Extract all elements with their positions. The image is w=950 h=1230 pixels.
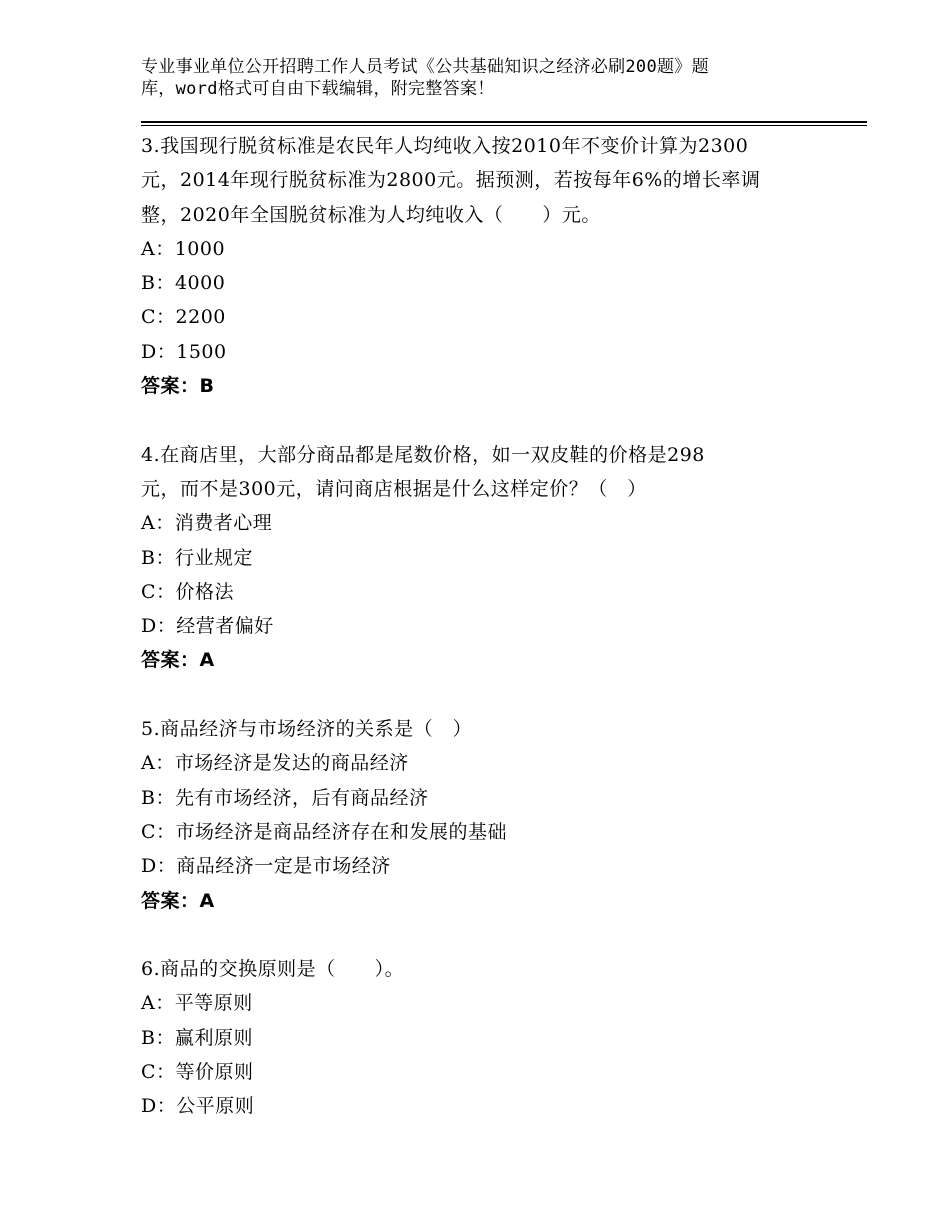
header-rule-thin (141, 125, 867, 126)
option-c: C：市场经济是商品经济存在和发展的基础 (141, 820, 508, 843)
question-stem-line: 4.在商店里，大部分商品都是尾数价格，如一双皮鞋的价格是298 (141, 443, 705, 466)
option-d: D：经营者偏好 (141, 615, 274, 638)
answer: 答案：B (141, 375, 215, 398)
spacer (141, 918, 831, 952)
option-a: A：平等原则 (141, 992, 253, 1015)
question-stem-line: 3.我国现行脱贫标准是农民年人均纯收入按2010年不变价计算为2300 (141, 135, 749, 157)
option-a: A：市场经济是发达的商品经济 (141, 752, 409, 775)
spacer (141, 403, 831, 437)
option-b: B：赢利原则 (141, 1026, 253, 1049)
question-stem-line: 6.商品的交换原则是（ ）。 (141, 958, 405, 981)
option-a: A：消费者心理 (141, 512, 273, 535)
option-d: D：公平原则 (141, 1095, 255, 1118)
question-stem-line: 整，2020年全国脱贫标准为人均纯收入（ ）元。 (141, 203, 601, 226)
question-5 (141, 712, 831, 918)
document-header (141, 56, 781, 100)
answer: 答案：A (141, 889, 215, 912)
option-c: C：等价原则 (141, 1061, 254, 1084)
option-b: B：行业规定 (141, 546, 253, 569)
question-list (141, 129, 831, 1124)
answer: 答案：A (141, 649, 215, 672)
question-6 (141, 952, 831, 1123)
header-rule-thick (141, 121, 867, 123)
option-d: D：1500 (141, 340, 227, 363)
question-stem-line: 元，2014年现行脱贫标准为2800元。据预测，若按每年6%的增长率调 (141, 169, 761, 192)
question-3 (141, 129, 831, 403)
question-4 (141, 438, 831, 678)
option-d: D：商品经济一定是市场经济 (141, 855, 391, 878)
option-b: B：先有市场经济，后有商品经济 (141, 786, 429, 809)
option-c: C：2200 (141, 306, 226, 329)
question-stem-line: 元，而不是300元，请问商店根据是什么这样定价？（ ） (141, 477, 647, 500)
option-b: B：4000 (141, 272, 226, 295)
spacer (141, 678, 831, 712)
option-c: C：价格法 (141, 580, 235, 603)
question-stem-line: 5.商品经济与市场经济的关系是（ ） (141, 718, 473, 741)
header-line-2: 库，word格式可自由下载编辑，附完整答案！ (141, 79, 495, 99)
header-line-1: 专业事业单位公开招聘工作人员考试《公共基础知识之经济必刷200题》题 (141, 57, 709, 77)
option-a: A：1000 (141, 237, 226, 260)
